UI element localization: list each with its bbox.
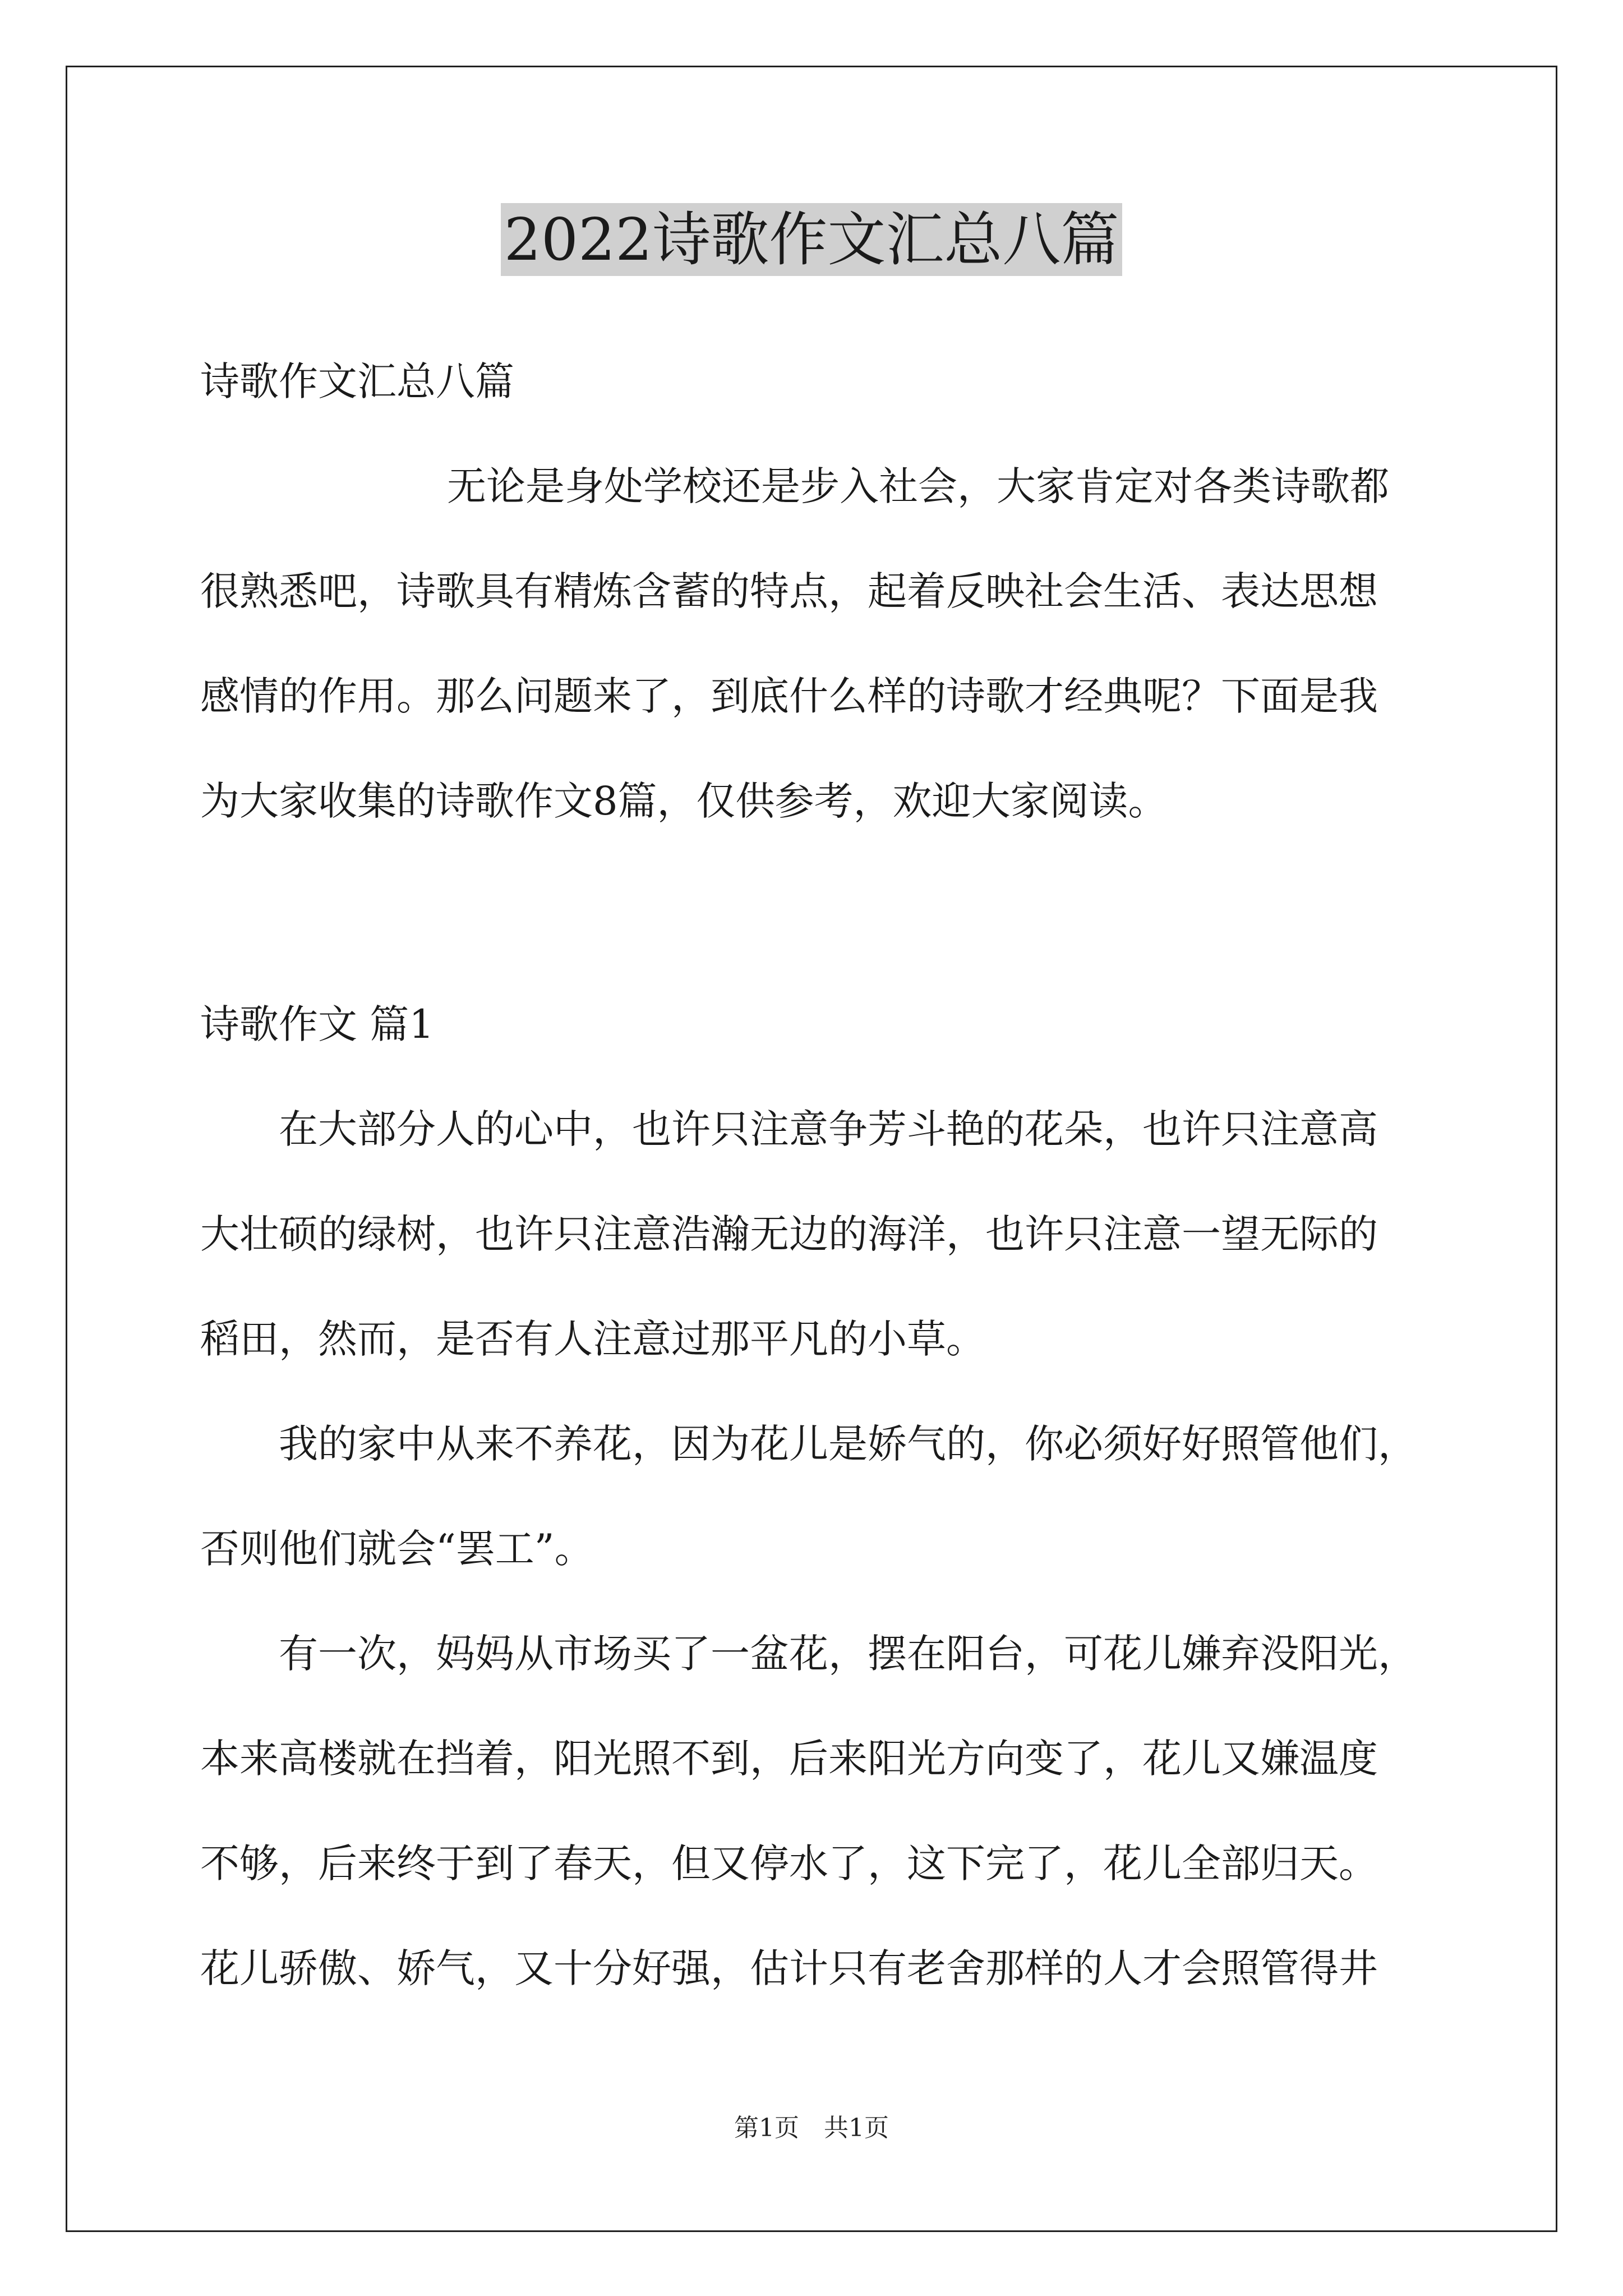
document-title bbox=[0, 200, 1623, 279]
paragraph1-line-2: 大壮硕的绿树，也许只注意浩瀚无边的海洋，也许只注意一望无际的 bbox=[200, 1211, 1378, 1257]
paragraph2-line-2: 否则他们就会“罢工”。 bbox=[200, 1526, 594, 1572]
paragraph2-line-1: 我的家中从来不养花，因为花儿是娇气的，你必须好好照管他们， bbox=[279, 1421, 1417, 1467]
paragraph3-line-4: 花儿骄傲、娇气，又十分好强，估计只有老舍那样的人才会照管得井 bbox=[200, 1945, 1378, 1991]
paragraph1-line-3: 稻田，然而，是否有人注意过那平凡的小草。 bbox=[200, 1316, 985, 1362]
intro-line-4: 为大家收集的诗歌作文8篇，仅供参考，欢迎大家阅读。 bbox=[200, 778, 1168, 824]
page-number: 第1页 共1页 bbox=[734, 2114, 889, 2142]
intro-line-3: 感情的作用。那么问题来了，到底什么样的诗歌才经典呢？下面是我 bbox=[200, 673, 1378, 719]
paragraph3-line-2: 本来高楼就在挡着，阳光照不到，后来阳光方向变了，花儿又嫌温度 bbox=[200, 1736, 1378, 1782]
intro-line-2: 很熟悉吧，诗歌具有精炼含蓄的特点，起着反映社会生活、表达思想 bbox=[200, 568, 1378, 614]
paragraph1-line-1: 在大部分人的心中，也许只注意争芳斗艳的花朵，也许只注意高 bbox=[279, 1106, 1378, 1152]
paragraph3-line-3: 不够，后来终于到了春天，但又停水了，这下完了，花儿全部归天。 bbox=[200, 1841, 1378, 1887]
section-heading: 诗歌作文 篇1 bbox=[200, 1001, 434, 1047]
paragraph3-line-1: 有一次，妈妈从市场买了一盆花，摆在阳台，可花儿嫌弃没阳光， bbox=[279, 1631, 1417, 1677]
title-highlight: 2022诗歌作文汇总八篇 bbox=[501, 203, 1123, 276]
subtitle: 诗歌作文汇总八篇 bbox=[200, 358, 514, 404]
intro-line-1: 无论是身处学校还是步入社会，大家肯定对各类诗歌都 bbox=[447, 463, 1389, 509]
